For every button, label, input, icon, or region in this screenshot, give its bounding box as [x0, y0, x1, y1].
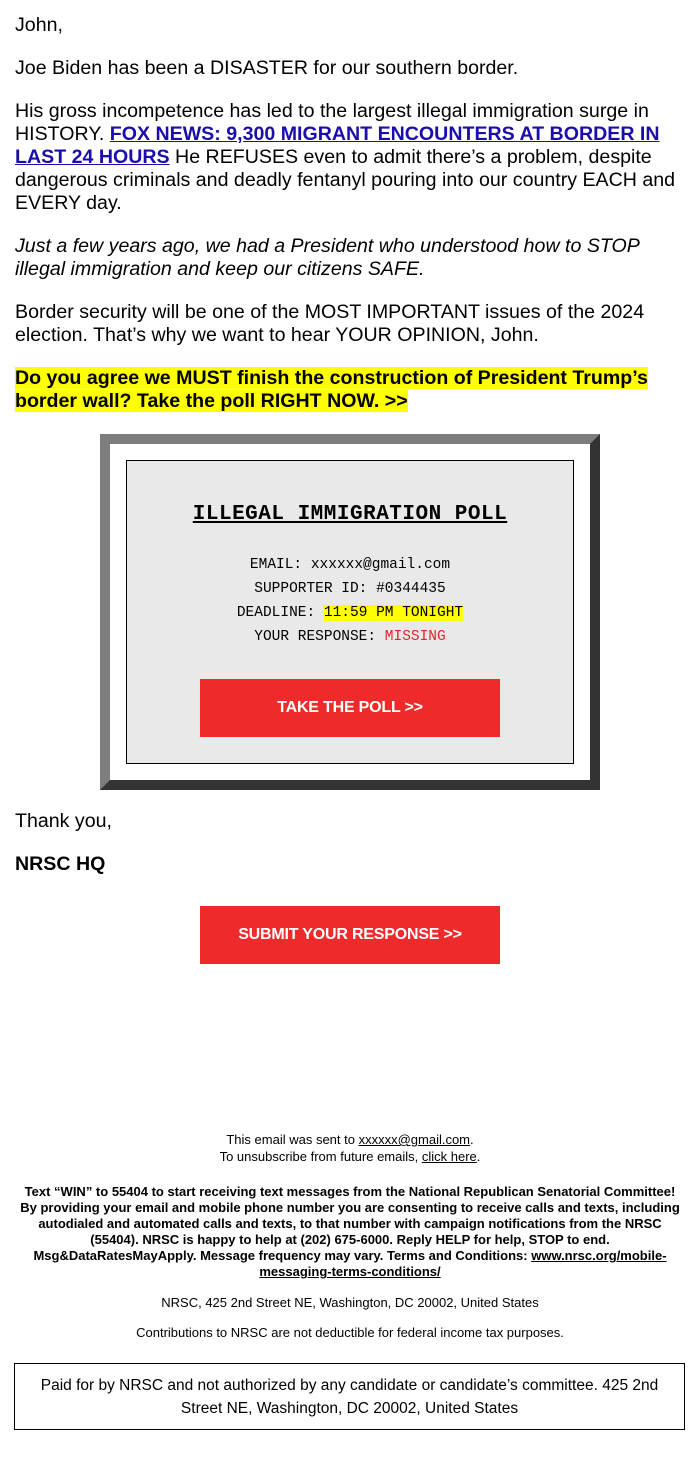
signature: NRSC HQ: [15, 853, 106, 875]
poll-deadline-label: DEADLINE:: [236, 605, 316, 621]
poll-email-line: [127, 553, 573, 577]
footer-recipient: [15, 1131, 685, 1165]
recipient-email-link[interactable]: xxxxxx@gmail.com: [358, 1132, 471, 1147]
paragraph-2: [15, 100, 680, 215]
poll-supporter-line: [127, 577, 573, 601]
poll-deadline-value: 11:59 PM TONIGHT: [323, 605, 464, 621]
paragraph-2-rest: He REFUSES even to admit there’s a problem, despite dangerous criminals and deadly fentanyl pouring into our country EACH and EVERY day.: [15, 146, 676, 214]
poll-email-value: xxxxxx@gmail.com: [310, 557, 451, 573]
poll-response-label: YOUR RESPONSE:: [254, 629, 377, 645]
closing-thanks: Thank you,: [15, 810, 112, 832]
unsubscribe-suffix: .: [476, 1149, 481, 1164]
poll-callout[interactable]: [15, 367, 680, 413]
terms-link[interactable]: www.nrsc.org/mobile-messaging-terms-conditions/: [259, 1248, 667, 1279]
sms-disclaimer-text: Text “WIN” to 55404 to start receiving text messages from the National Republican Senatorial Committee! By providing your email and mobile phone number you are consenting to receive calls and texts, including autodialed and automated calls and texts, to that number with campaign notifications from the NRSC (55404). NRSC is happy to help at (202) 675-6000. Reply HELP for help, STOP to end. Msg&DataRatesMayApply. Message frequency may vary. Terms and Conditions:: [20, 1184, 680, 1263]
unsubscribe-link[interactable]: click here: [421, 1149, 477, 1164]
tax-note: Contributions to NRSC are not deductible for federal income tax purposes.: [136, 1325, 564, 1340]
greeting: John,: [15, 14, 63, 36]
paragraph-1: Joe Biden has been a DISASTER for our southern border.: [15, 57, 519, 79]
sent-to-prefix: This email was sent to: [226, 1132, 359, 1147]
poll-supporter-label: SUPPORTER ID:: [254, 581, 368, 597]
org-address: NRSC, 425 2nd Street NE, Washington, DC 20002, United States: [161, 1295, 539, 1310]
poll-details: [127, 553, 573, 649]
poll-deadline-line: [127, 601, 573, 625]
email-body: [15, 14, 680, 413]
take-poll-button[interactable]: TAKE THE POLL >>: [200, 679, 500, 737]
fox-news-link[interactable]: FOX NEWS: 9,300 MIGRANT ENCOUNTERS AT BORDER IN LAST 24 HOURS: [15, 123, 660, 168]
paragraph-2-intro: His gross incompetence has led to the largest illegal immigration surge in HISTORY.: [15, 100, 649, 145]
poll-response-status: MISSING: [384, 629, 446, 645]
sent-to-line: [15, 1131, 685, 1148]
submit-response-button[interactable]: SUBMIT YOUR RESPONSE >>: [200, 906, 500, 964]
sms-disclaimer: [15, 1184, 685, 1280]
poll-card-inner: [126, 460, 574, 764]
poll-callout-text[interactable]: Do you agree we MUST finish the construction of President Trump’s border wall? Take the poll RIGHT NOW. >>: [15, 367, 648, 412]
paragraph-4: Border security will be one of the MOST IMPORTANT issues of the 2024 election. That’s why we want to hear YOUR OPINION, John.: [15, 301, 645, 346]
poll-title: ILLEGAL IMMIGRATION POLL: [192, 503, 508, 526]
sent-to-suffix: .: [470, 1132, 474, 1147]
poll-response-line: [127, 625, 573, 649]
paid-for-disclaimer: Paid for by NRSC and not authorized by any candidate or candidate’s committee. 425 2nd Street NE, Washington, DC 20002, United States: [14, 1363, 685, 1430]
unsubscribe-line: [15, 1148, 685, 1165]
poll-supporter-value: #0344435: [376, 581, 446, 597]
poll-email-label: EMAIL:: [249, 557, 303, 573]
poll-card[interactable]: [100, 434, 600, 790]
unsubscribe-prefix: To unsubscribe from future emails,: [219, 1149, 422, 1164]
paragraph-3: Just a few years ago, we had a President who understood how to STOP illegal immigration and keep our citizens SAFE.: [15, 235, 640, 280]
